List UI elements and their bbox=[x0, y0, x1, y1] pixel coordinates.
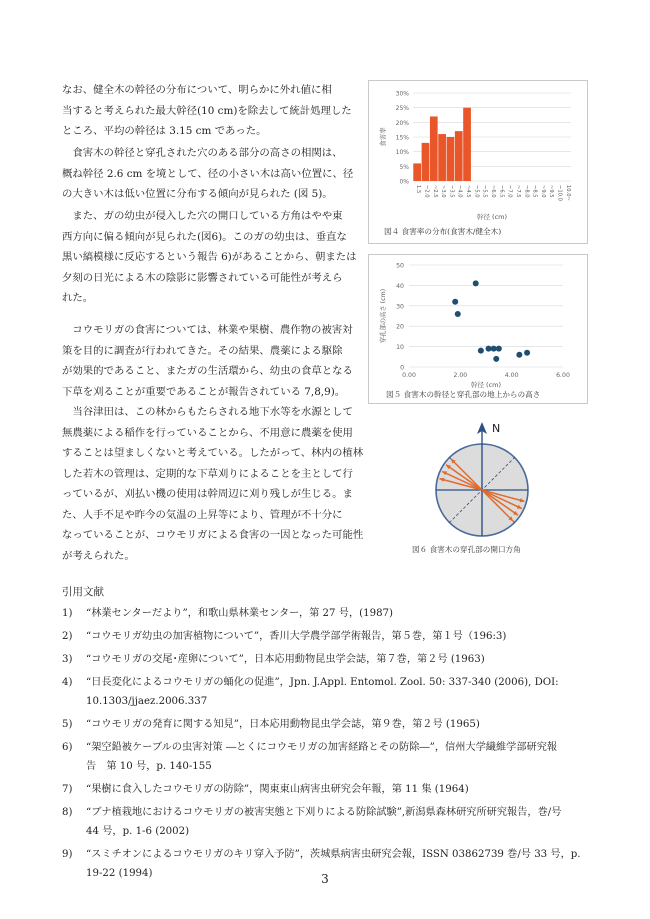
figure-4-frame bbox=[368, 80, 588, 244]
reference-text: 44 号，p. 1-6 (2002) bbox=[86, 826, 190, 837]
reference-text: “コウモリガ幼虫の加害植物について”，香川大学農学部学術報告，第５巻，第１号（196:3) bbox=[86, 631, 507, 642]
fig4-bar bbox=[422, 143, 430, 181]
fig5-ytick-label: 50 bbox=[396, 262, 404, 270]
fig4-bar bbox=[413, 163, 421, 181]
reference-first-line bbox=[62, 715, 480, 734]
fig5-xlabel: 幹径 (cm) bbox=[470, 381, 502, 389]
reference-item bbox=[62, 780, 469, 799]
reference-item bbox=[62, 604, 393, 623]
references-title: 引用文献 bbox=[62, 586, 104, 598]
fig5-xtick-label: 6.00 bbox=[556, 372, 570, 379]
paragraph-3: また、ガの幼虫が侵入した穴の開口している方角はやや東 西方向に偏る傾向が見られた(図6)。このガの幼虫は、垂直な 黒い縞模様に反応するという報告 6)があることから、朝または 夕刻の日光による木の陰影に影響されている可能性が考えら れた。 bbox=[62, 210, 357, 304]
fig5-ytick-label: 20 bbox=[396, 323, 404, 331]
reference-number: 6) bbox=[62, 742, 73, 753]
fig4-ytick-label: 10% bbox=[395, 149, 409, 157]
fig4-bar bbox=[447, 137, 455, 181]
fig4-xtick-label: ~2.0 bbox=[423, 185, 430, 198]
fig4-ytick-label: 20% bbox=[395, 119, 409, 127]
fig5-data-point bbox=[491, 346, 497, 352]
page-number: 3 bbox=[321, 872, 329, 886]
fig5-data-point bbox=[516, 352, 522, 358]
fig4-xtick-label: ~9.0 bbox=[539, 185, 546, 198]
reference-number: 7) bbox=[62, 784, 73, 795]
fig4-ytick-label: 15% bbox=[395, 134, 409, 142]
fig4-xtick-label: 10.0~ bbox=[564, 185, 571, 201]
figure-4-caption: 図４ 食害率の分布(食害木/健全木) bbox=[384, 227, 502, 236]
figure-5-caption: 図５ 食害木の幹径と穿孔部の地上からの高さ bbox=[386, 390, 541, 399]
fig5-data-point bbox=[524, 350, 530, 356]
reference-number: 1) bbox=[62, 608, 73, 619]
fig5-data-point bbox=[473, 280, 479, 286]
fig4-xtick-label: ~5.5 bbox=[481, 185, 488, 198]
fig4-xtick-label: ~8.0 bbox=[523, 185, 530, 198]
fig4-xtick-label: ~7.5 bbox=[514, 185, 521, 198]
fig4-ytick-label: 5% bbox=[399, 163, 409, 171]
fig5-xtick-label: 0.00 bbox=[402, 372, 416, 379]
reference-text: 10.1303/jjaez.2006.337 bbox=[86, 696, 208, 707]
reference-first-line bbox=[62, 803, 561, 822]
reference-text: “架空鉛被ケーブルの虫害対策 ―とくにコウモリガの加害経路とその防除―”，信州大学繊維学部研究報 bbox=[86, 742, 558, 753]
fig4-bar bbox=[463, 108, 471, 181]
fig5-data-point bbox=[452, 299, 458, 305]
reference-text: 告 第 10 号，p. 140-155 bbox=[86, 761, 212, 772]
reference-number: 3) bbox=[62, 654, 73, 665]
reference-text: “コウモリガの発育に関する知見”，日本応用動物昆虫学会誌，第９巻，第２号 (1965) bbox=[86, 719, 480, 730]
fig4-ylabel: 食害率 bbox=[379, 127, 387, 147]
reference-text: 19-22 (1994) bbox=[86, 868, 153, 879]
paragraph-1: なお、健全木の幹径の分布について、明らかに外れ値に相 当すると考えられた最大幹径(10 cm)を除去して統計処理した ところ、平均の幹径は 3.15 cm であった。 bbox=[62, 84, 352, 137]
fig4-xtick-label: ~6.5 bbox=[498, 185, 505, 198]
reference-number: 8) bbox=[62, 807, 73, 818]
reference-first-line bbox=[62, 738, 557, 757]
fig4-xtick-label: ~4.0 bbox=[456, 185, 463, 198]
reference-first-line bbox=[62, 627, 506, 646]
fig4-ytick-label: 0% bbox=[399, 178, 409, 186]
fig4-xtick-label: ~5.0 bbox=[473, 185, 480, 198]
fig4-xtick-label: ~6.0 bbox=[490, 185, 496, 198]
figure-5-frame bbox=[368, 254, 588, 404]
reference-item bbox=[62, 650, 485, 669]
fig5-data-point bbox=[478, 348, 484, 354]
paragraph-4: コウモリガの食害については、林業や果樹、農作物の被害対 策を目的に調査が行われてきた。その結果、農薬による駆除 が効果的であること、またガの生活環から、幼虫の食草となる 下草を刈ることが重要であることが報告されている 7,8,9)。 bbox=[62, 324, 353, 398]
figure-6-compass-diagram bbox=[422, 418, 542, 544]
fig5-xtick-label: 2.00 bbox=[453, 372, 468, 379]
fig4-xlabel: 幹径 (cm) bbox=[476, 213, 508, 221]
fig4-xtick-label: 1.5 bbox=[415, 185, 422, 194]
reference-first-line bbox=[62, 845, 581, 864]
fig4-xtick-label: ~4.5 bbox=[465, 185, 472, 198]
reference-item bbox=[62, 627, 506, 646]
compass-north-label: N bbox=[492, 422, 501, 435]
fig5-data-point bbox=[486, 346, 492, 352]
fig4-xtick-label: ~10.0 bbox=[556, 185, 563, 201]
reference-number: 4) bbox=[62, 677, 73, 688]
figure-4-bar-chart bbox=[369, 81, 587, 243]
fig5-ytick-label: 0 bbox=[400, 364, 404, 372]
fig5-data-point bbox=[455, 311, 461, 317]
fig4-xtick-label: ~3.0 bbox=[440, 185, 447, 198]
fig4-xtick-label: ~7.0 bbox=[506, 185, 513, 198]
reference-item bbox=[62, 738, 557, 776]
reference-text: “ブナ植栽地におけるコウモリガの被害実態と下刈りによる防除試験”,新潟県森林研究所研究報告，巻/号 bbox=[86, 807, 562, 818]
fig5-ytick-label: 30 bbox=[396, 303, 404, 311]
reference-item bbox=[62, 715, 480, 734]
fig5-data-point bbox=[493, 356, 499, 362]
reference-text: “果樹に食入したコウモリガの防除”，関東東山病害虫研究会年報，第 11 集 (1964) bbox=[86, 784, 469, 795]
fig4-xtick-label: ~9.5 bbox=[548, 185, 555, 198]
paragraph-5: 当谷津田は、この林からもたらされる地下水等を水源として 無農薬による稲作を行っていることから、不用意に農薬を使用 することは望ましくないと考えている。したがって、林内の植林 した若木の管理は、定期的な下草刈りによることを主として行 っているが、刈払い機の使用は幹周辺に刈り残しが生じる。ま た、人手不足や昨今の気温の上昇等により、管理が不十分に なっていることが、コウモリガによる食害の一因となった可能性 が考えられた。 bbox=[62, 406, 364, 562]
fig4-bar bbox=[430, 116, 438, 181]
fig4-xtick-label: ~3.5 bbox=[448, 185, 455, 198]
fig4-bar bbox=[455, 131, 463, 181]
reference-number: 9) bbox=[62, 849, 73, 860]
reference-text: “スミチオンによるコウモリガのキリ穿入予防”，茨城県病害虫研究会報，ISSN 03862739 巻/号 33 号，p. bbox=[86, 849, 581, 860]
reference-first-line bbox=[62, 673, 559, 692]
reference-text: “日長変化によるコウモリガの蛹化の促進”，Jpn. J.Appl. Entomol. Zool. 50: 337-340 (2006), DOI: bbox=[86, 677, 559, 688]
reference-first-line bbox=[62, 604, 393, 623]
figure-5-scatter-chart bbox=[369, 255, 587, 403]
fig5-ylabel: 穿孔部の高さ (cm) bbox=[380, 288, 387, 344]
fig5-ytick-label: 10 bbox=[396, 344, 404, 352]
reference-first-line bbox=[62, 650, 485, 669]
fig5-data-point bbox=[496, 346, 502, 352]
paragraph-2: 食害木の幹径と穿孔された穴のある部分の高さの相関は、 概ね幹径 2.6 cm を境として、径の小さい木は高い位置に、径 の大きい木は低い位置に分布する傾向が見られた (図 5)。 bbox=[62, 147, 354, 200]
reference-text: “林業センターだより”，和歌山県林業センター，第 27 号，(1987) bbox=[86, 608, 394, 619]
fig5-xtick-label: 4.00 bbox=[504, 372, 519, 379]
fig4-ytick-label: 30% bbox=[395, 90, 409, 98]
fig4-ytick-label: 25% bbox=[395, 105, 409, 113]
reference-number: 2) bbox=[62, 631, 73, 642]
fig4-xtick-label: ~2.5 bbox=[431, 185, 438, 198]
fig5-ytick-label: 40 bbox=[396, 282, 404, 290]
figure-6-caption: 図６ 食害木の穿孔部の開口方角 bbox=[412, 545, 521, 554]
reference-first-line bbox=[62, 780, 469, 799]
fig4-bar bbox=[438, 134, 446, 181]
reference-number: 5) bbox=[62, 719, 73, 730]
reference-item bbox=[62, 803, 561, 841]
reference-text: “コウモリガの交尾･産卵について”，日本応用動物昆虫学会誌，第７巻，第２号 (1963) bbox=[86, 654, 485, 665]
reference-item bbox=[62, 673, 559, 711]
fig4-xtick-label: ~8.5 bbox=[531, 185, 538, 198]
